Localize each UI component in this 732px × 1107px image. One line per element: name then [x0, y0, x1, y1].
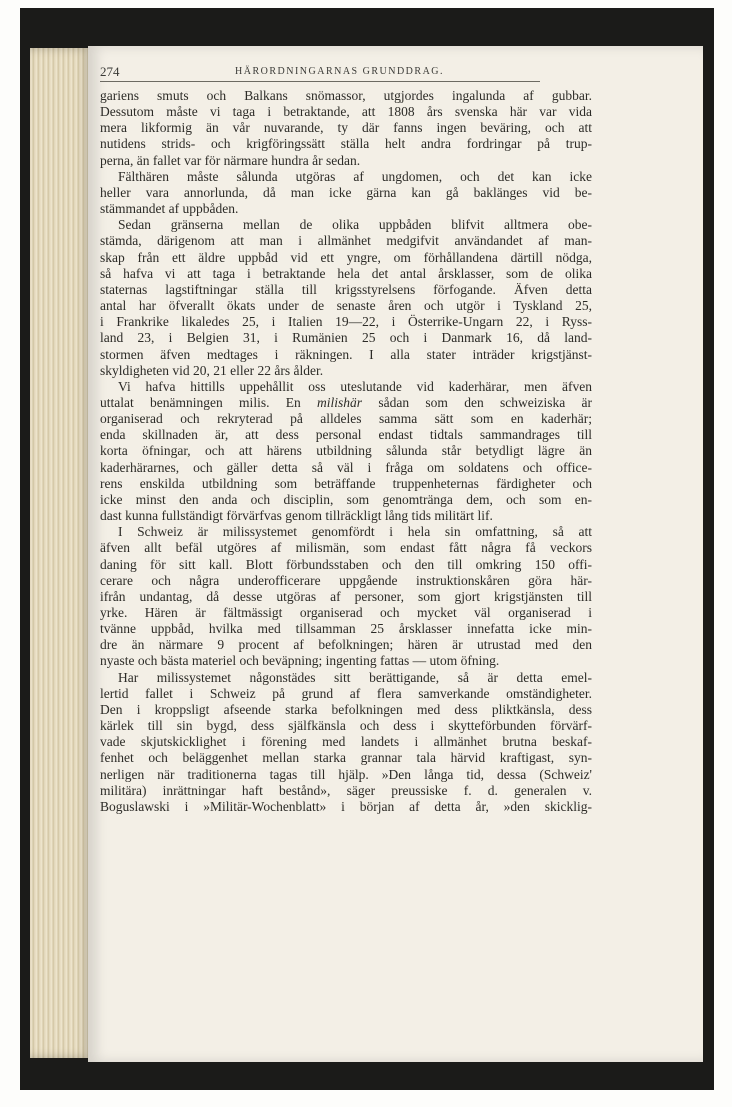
- text-line: nutidens strids- och krigföringssätt ställa helt andra fordringar på trup-: [100, 136, 592, 152]
- text-segment: uttalat benämningen milis. En: [100, 394, 318, 410]
- book-page-edges: [30, 48, 92, 1058]
- header-rule: [100, 81, 540, 82]
- text-line: land 23, i Belgien 31, i Rumänien 25 och i Danmark 16, då land-: [100, 330, 592, 346]
- text-line: fenhet och beläggenhet mellan starka grannar tala härvid kraftigast, syn-: [100, 750, 592, 766]
- text-line: rens enskilda utbildning som beträffande truppenheternas färdigheter och: [100, 475, 592, 491]
- text-line: skap från ett äldre uppbåd vid ett yngre, om förhållandena därtill nödga,: [100, 249, 592, 265]
- text-line: ifrån undantag, då desse utgöras af personer, som gjort krigstjänsten till: [100, 588, 592, 604]
- text-line: stämda, därigenom att man i allmänhet medgifvit användandet af man-: [100, 233, 592, 249]
- italic-term: milishär: [317, 394, 363, 410]
- text-line: yrke. Hären är fältmässigt organiserad och mycket väl organiserad i: [100, 605, 592, 620]
- text-line: heller vara annorlunda, då man icke gärna kan gå baklänges vid be-: [100, 184, 592, 200]
- text-line: stormen äfven medtages i räkningen. I alla stater inträder krigstjänst-: [100, 346, 592, 362]
- text-line: äfven allt befäl utgöres af milismän, som endast fått några få veckors: [100, 540, 592, 556]
- text-line: nerligen när traditionerna tagas till hjälp. »Den långa tid, dessa (Schweiz': [100, 766, 592, 782]
- text-line: Dessutom måste vi taga i betraktande, att 1808 års svenska här var vida: [100, 104, 592, 120]
- text-line: mera likformig än vår nuvarande, ty där fanns ingen beväring, och att: [100, 120, 592, 136]
- text-line: lertid fallet i Schweiz på grund af flera samverkande omständigheter.: [100, 685, 592, 701]
- text-line: Sedan gränserna mellan de olika uppbåden blifvit alltmera obe-: [118, 217, 592, 233]
- text-line: dre än närmare 9 procent af befolkningen; hären är utrustad med den: [100, 637, 592, 653]
- text-line: Vi hafva hittills uppehållit oss uteslutande vid kaderhärar, men äfven: [118, 378, 592, 394]
- text-line: enda skillnaden är, att dess personal endast tidtals sammandrages till: [100, 427, 592, 443]
- text-line: icke minst den anda och disciplin, som genomtränga dem, och som en-: [100, 491, 592, 507]
- text-line: dast kunna fullständigt förvärfvas genom tillräckligt lång tids militärt lif.: [100, 508, 493, 524]
- running-title: HÄRORDNINGARNAS GRUNDDRAG.: [235, 66, 445, 77]
- text-line: kärlek till sin bygd, dess själfkänsla och dess i skytteförbunden förvärf-: [100, 718, 592, 734]
- text-line: korta öfningar, och att härens utbildning sålunda står betydligt lägre än: [100, 443, 592, 459]
- text-line: nyaste och bästa materiel och beväpning; ingenting fattas — utom öfning.: [100, 653, 500, 669]
- text-line: stämmandet af uppbåden.: [100, 201, 239, 217]
- text-line: i Frankrike likaledes 25, i Italien 19—22, i Österrike-Ungarn 22, i Ryss-: [100, 314, 592, 330]
- text-line: perna, än fallet var för närmare hundra år sedan.: [100, 152, 361, 168]
- text-line: kaderhärarnes, och gäller detta så väl i fråga om soldatens och office-: [100, 459, 592, 475]
- text-segment: sådan som den schweiziska är: [362, 394, 592, 410]
- text-line: Har milissystemet någonstädes sitt berättigande, så är detta emel-: [118, 669, 592, 685]
- text-line: militära) inrättningar haft bestånd», säger preussiske f. d. generalen v.: [100, 782, 592, 798]
- text-line: cerare och några underofficerare uppgående instruktionskåren göra här-: [100, 572, 592, 588]
- text-line: skyldigheten vid 20, 21 eller 22 års ålder.: [100, 362, 324, 378]
- text-line: [100, 395, 592, 411]
- text-line: vade skjutskicklighet i förening med landets i allmänhet brutna beskaf-: [100, 734, 592, 750]
- running-header: [100, 64, 540, 84]
- body-text: [100, 88, 592, 815]
- text-line: så hafva vi att taga i betraktande hela det antal årsklasser, som de olika: [100, 265, 592, 281]
- text-line: tvänne uppbåd, hvilka med tillsamman 25 årsklasser innefatta icke min-: [100, 621, 592, 637]
- text-line: Fälthären måste sålunda utgöras af ungdomen, och det kan icke: [118, 168, 592, 184]
- text-line: antal har öfverallt ökats under de senaste åren och utgör i Tyskland 25,: [100, 298, 592, 314]
- page-number: 274: [100, 64, 120, 79]
- text-line: gariens smuts och Balkans snömassor, utgjordes ingalunda af gubbar.: [100, 88, 592, 103]
- text-line: organiserad och rekryterad på alldeles samma sätt som en kaderhär;: [100, 411, 592, 427]
- text-line: daning för sitt kall. Blott förbundsstaben och den till omkring 150 offi-: [100, 556, 592, 572]
- text-line: Den i kroppsligt afseende starka befolkningen med dess pliktkänsla, dess: [100, 701, 592, 717]
- text-line: Boguslawski i »Militär-Wochenblatt» i början af detta år, »den skicklig-: [100, 798, 592, 814]
- text-line: I Schweiz är milissystemet genomfördt i hela sin omfattning, så att: [118, 524, 592, 540]
- text-line: staternas lagstiftningar ställa till krigsstyrelsens förfogande. Äfven detta: [100, 281, 592, 297]
